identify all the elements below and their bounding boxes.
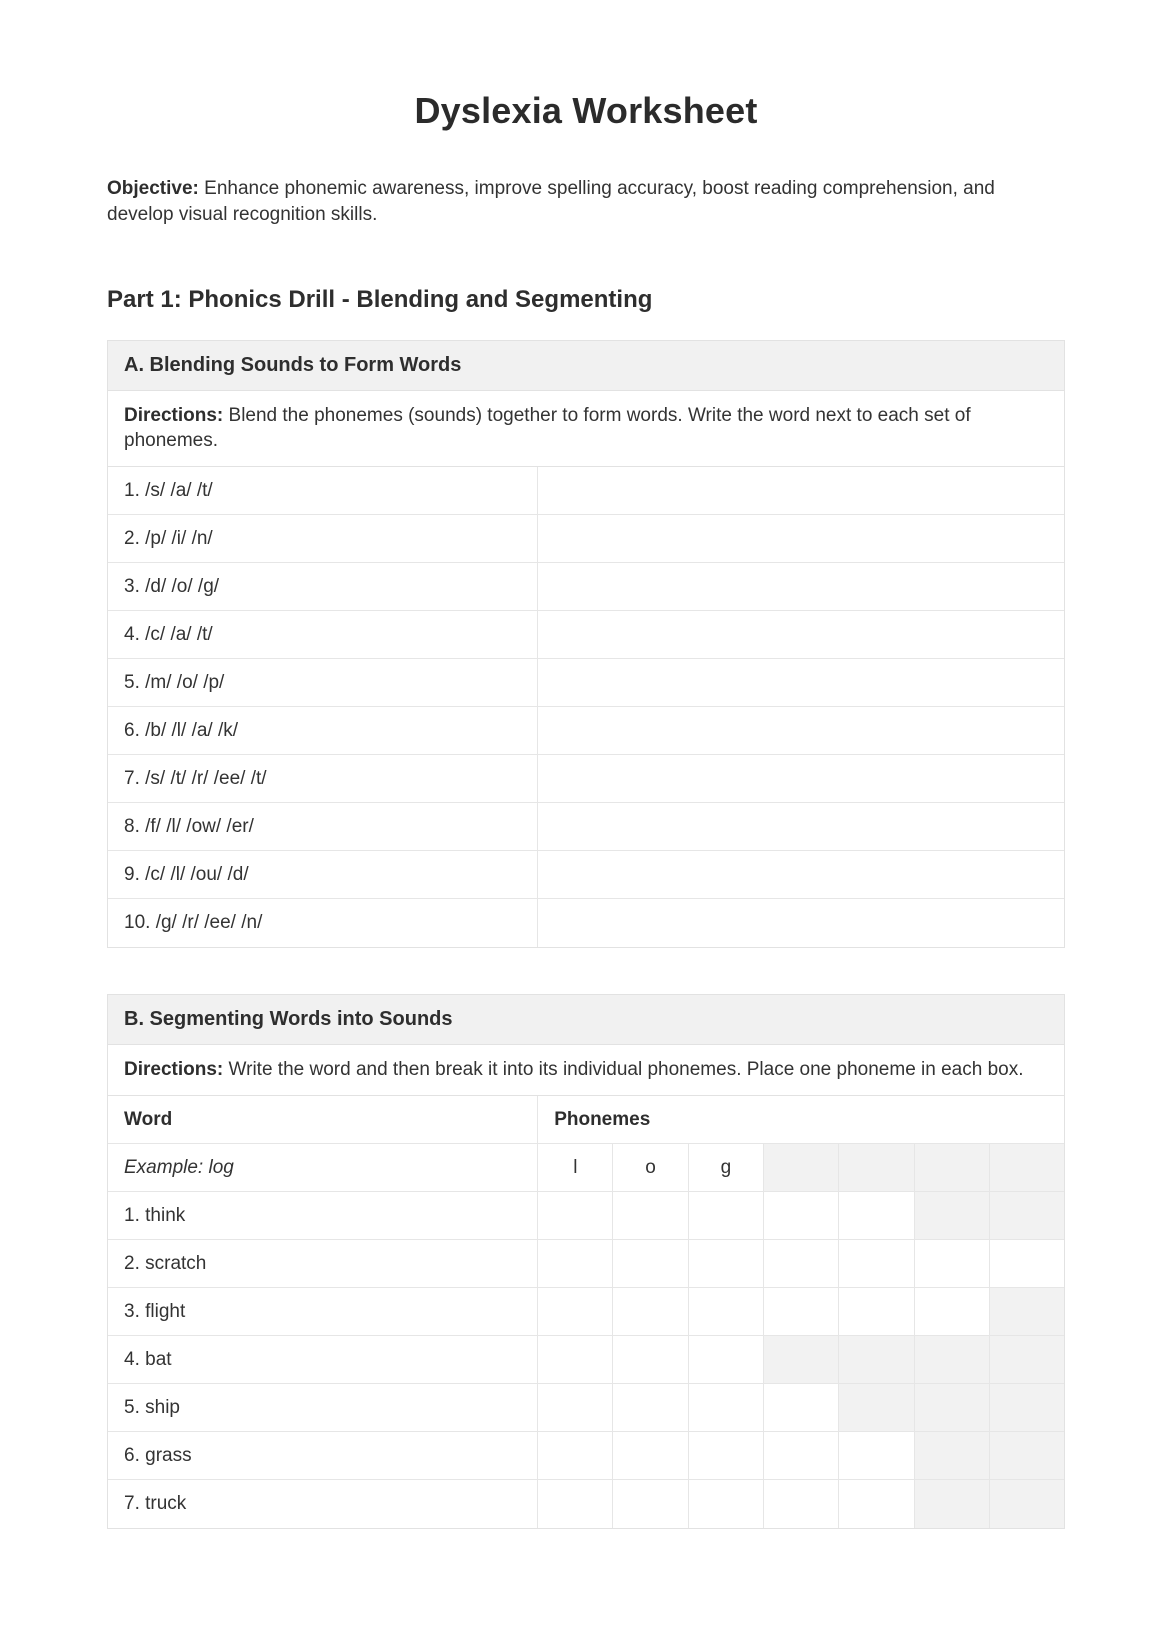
blending-row [108, 467, 1064, 515]
phoneme-box[interactable]: g [689, 1144, 764, 1191]
phoneme-box-disabled [915, 1384, 990, 1431]
section-a-directions-text: Blend the phonemes (sounds) together to form words. Write the word next to each set of phonemes. [124, 405, 971, 451]
phoneme-box[interactable] [764, 1384, 839, 1431]
section-a-title: A. Blending Sounds to Form Words [108, 341, 1064, 391]
phoneme-set-label: 7. /s/ /t/ /r/ /ee/ /t/ [108, 755, 538, 802]
phoneme-box-disabled [839, 1384, 914, 1431]
segmenting-row [108, 1144, 1064, 1192]
section-b-directions-text: Write the word and then break it into its individual phonemes. Place one phoneme in each box. [228, 1059, 1024, 1080]
answer-cell[interactable] [538, 659, 1064, 706]
phoneme-set-label: 3. /d/ /o/ /g/ [108, 563, 538, 610]
page-title: Dyslexia Worksheet [414, 90, 758, 131]
word-label: 3. flight [108, 1288, 538, 1335]
answer-cell[interactable] [538, 755, 1064, 802]
phonemes-column-header: Phonemes [554, 1108, 651, 1130]
phoneme-box[interactable]: o [613, 1144, 688, 1191]
phoneme-box[interactable] [613, 1192, 688, 1239]
phoneme-box-disabled [990, 1288, 1064, 1335]
phoneme-box-disabled [915, 1144, 990, 1191]
phoneme-boxes [538, 1144, 1064, 1191]
phoneme-box[interactable] [764, 1192, 839, 1239]
phoneme-box[interactable] [764, 1480, 839, 1528]
phoneme-box[interactable] [538, 1432, 613, 1479]
answer-cell[interactable] [538, 611, 1064, 658]
phoneme-box[interactable] [839, 1240, 914, 1287]
phoneme-box[interactable] [689, 1336, 764, 1383]
phoneme-boxes [538, 1480, 1064, 1528]
phoneme-box-disabled [839, 1336, 914, 1383]
part1-heading: Part 1: Phonics Drill - Blending and Segmenting [107, 286, 653, 313]
blending-row [108, 659, 1064, 707]
blending-row [108, 851, 1064, 899]
phoneme-box[interactable]: l [538, 1144, 613, 1191]
phoneme-box-disabled [915, 1432, 990, 1479]
phoneme-boxes [538, 1384, 1064, 1431]
phoneme-set-label: 10. /g/ /r/ /ee/ /n/ [108, 899, 538, 947]
phoneme-box-disabled [764, 1144, 839, 1191]
section-b-segmenting [107, 994, 1065, 1529]
blending-row [108, 515, 1064, 563]
word-label: 5. ship [108, 1384, 538, 1431]
phoneme-box[interactable] [538, 1288, 613, 1335]
blending-row [108, 611, 1064, 659]
phoneme-set-label: 8. /f/ /l/ /ow/ /er/ [108, 803, 538, 850]
phoneme-set-label: 1. /s/ /a/ /t/ [108, 467, 538, 514]
phoneme-box[interactable] [839, 1480, 914, 1528]
blending-row [108, 755, 1064, 803]
section-b-title: B. Segmenting Words into Sounds [108, 995, 1064, 1045]
word-label: 7. truck [108, 1480, 538, 1528]
segmenting-row [108, 1192, 1064, 1240]
phoneme-box[interactable] [764, 1240, 839, 1287]
phoneme-set-label: 5. /m/ /o/ /p/ [108, 659, 538, 706]
phoneme-box-disabled [915, 1480, 990, 1528]
phoneme-box[interactable] [538, 1480, 613, 1528]
word-label: 6. grass [108, 1432, 538, 1479]
phoneme-box[interactable] [915, 1240, 990, 1287]
word-column-header: Word [108, 1096, 538, 1143]
word-label: 2. scratch [108, 1240, 538, 1287]
segmenting-table-header [108, 1096, 1064, 1144]
phoneme-box[interactable] [613, 1480, 688, 1528]
phoneme-box-disabled [990, 1144, 1064, 1191]
phoneme-box[interactable] [689, 1384, 764, 1431]
phoneme-box-disabled [990, 1384, 1064, 1431]
blending-row [108, 803, 1064, 851]
segmenting-row [108, 1336, 1064, 1384]
phoneme-box[interactable] [839, 1192, 914, 1239]
word-label: Example: log [108, 1144, 538, 1191]
segmenting-rows [108, 1144, 1064, 1528]
phoneme-boxes [538, 1336, 1064, 1383]
phoneme-box[interactable] [990, 1240, 1064, 1287]
section-b-directions [108, 1045, 1064, 1096]
phoneme-box-disabled [915, 1192, 990, 1239]
phoneme-box[interactable] [689, 1480, 764, 1528]
phoneme-box-disabled [990, 1432, 1064, 1479]
blending-row [108, 563, 1064, 611]
phoneme-box[interactable] [613, 1240, 688, 1287]
section-b-directions-label: Directions: [124, 1059, 224, 1080]
phoneme-box-disabled [764, 1336, 839, 1383]
segmenting-row [108, 1432, 1064, 1480]
phoneme-box[interactable] [613, 1288, 688, 1335]
phoneme-box[interactable] [689, 1192, 764, 1239]
phoneme-box[interactable] [613, 1384, 688, 1431]
answer-cell[interactable] [538, 563, 1064, 610]
phoneme-box[interactable] [839, 1288, 914, 1335]
section-a-directions-label: Directions: [124, 405, 224, 426]
phoneme-box[interactable] [764, 1288, 839, 1335]
phoneme-box-disabled [839, 1144, 914, 1191]
answer-cell[interactable] [538, 515, 1064, 562]
objective-text: Enhance phonemic awareness, improve spelling accuracy, boost reading comprehension, and develop visual recognition skills. [107, 178, 995, 225]
word-label: 1. think [108, 1192, 538, 1239]
section-a-directions [108, 391, 1064, 467]
phoneme-boxes [538, 1288, 1064, 1335]
phoneme-box[interactable] [689, 1240, 764, 1287]
segmenting-row [108, 1480, 1064, 1528]
blending-row [108, 899, 1064, 947]
phoneme-box[interactable] [689, 1288, 764, 1335]
answer-cell[interactable] [538, 851, 1064, 898]
phoneme-set-label: 9. /c/ /l/ /ou/ /d/ [108, 851, 538, 898]
worksheet-page [107, 0, 1065, 1529]
phoneme-box-disabled [915, 1336, 990, 1383]
phoneme-box[interactable] [613, 1432, 688, 1479]
phoneme-box[interactable] [689, 1432, 764, 1479]
phoneme-box-disabled [990, 1192, 1064, 1239]
phoneme-set-label: 4. /c/ /a/ /t/ [108, 611, 538, 658]
section-a-blending [107, 340, 1065, 948]
answer-cell[interactable] [538, 899, 1064, 947]
phoneme-box[interactable] [764, 1432, 839, 1479]
phoneme-boxes [538, 1192, 1064, 1239]
segmenting-row [108, 1288, 1064, 1336]
phoneme-set-label: 2. /p/ /i/ /n/ [108, 515, 538, 562]
answer-cell[interactable] [538, 803, 1064, 850]
phoneme-box[interactable] [613, 1336, 688, 1383]
phoneme-box[interactable] [538, 1384, 613, 1431]
objective-paragraph [107, 176, 1065, 228]
phoneme-set-label: 6. /b/ /l/ /a/ /k/ [108, 707, 538, 754]
phoneme-box[interactable] [538, 1192, 613, 1239]
segmenting-row [108, 1240, 1064, 1288]
phoneme-box-disabled [990, 1336, 1064, 1383]
phoneme-boxes [538, 1240, 1064, 1287]
word-label: 4. bat [108, 1336, 538, 1383]
blending-row [108, 707, 1064, 755]
objective-label: Objective: [107, 178, 199, 199]
phoneme-box[interactable] [915, 1288, 990, 1335]
segmenting-row [108, 1384, 1064, 1432]
phoneme-box-disabled [990, 1480, 1064, 1528]
blending-rows [108, 467, 1064, 947]
phoneme-box[interactable] [538, 1240, 613, 1287]
answer-cell[interactable] [538, 707, 1064, 754]
answer-cell[interactable] [538, 467, 1064, 514]
phoneme-boxes [538, 1432, 1064, 1479]
phoneme-box[interactable] [538, 1336, 613, 1383]
phoneme-box[interactable] [839, 1432, 914, 1479]
